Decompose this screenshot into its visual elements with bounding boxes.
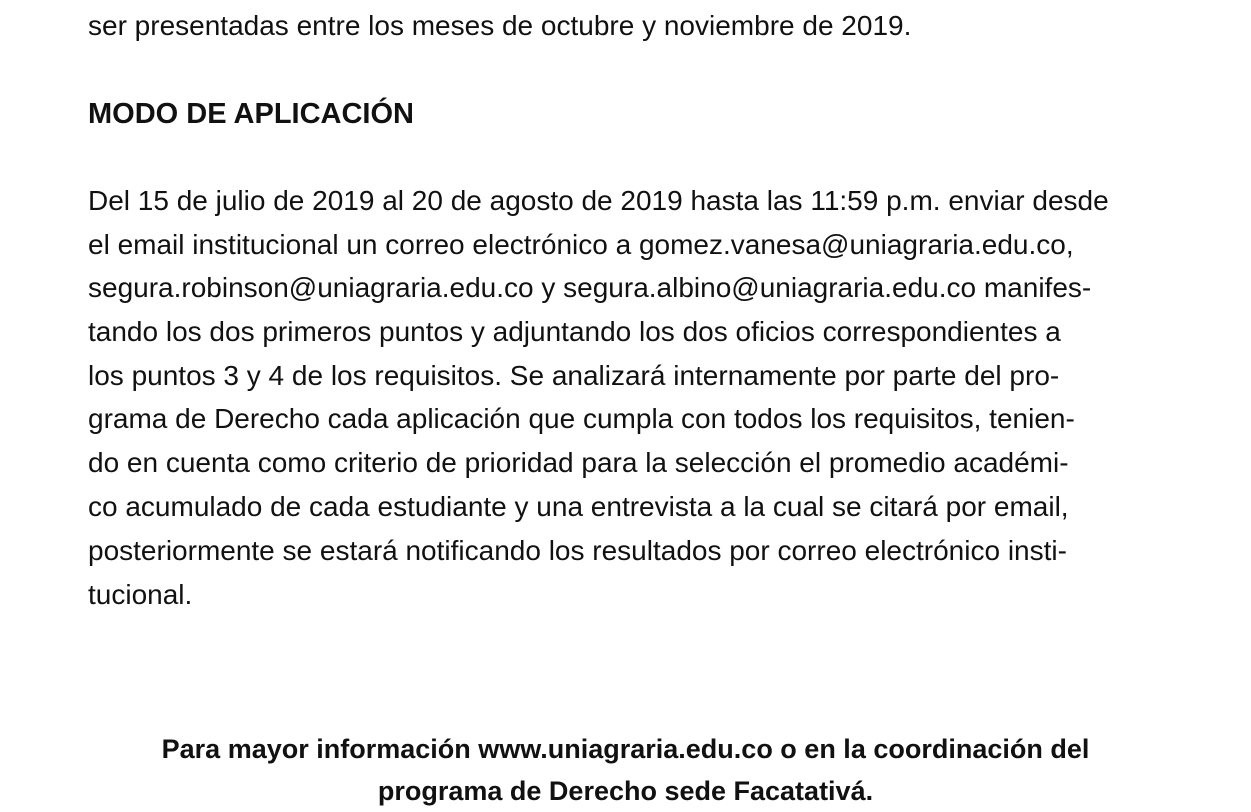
body-line: los puntos 3 y 4 de los requisitos. Se analizará internamente por parte del pro- <box>88 360 1060 391</box>
body-line: posteriormente se estará notificando los resultados por correo electrónico insti- <box>88 535 1067 566</box>
body-line: do en cuenta como criterio de prioridad para la selección el promedio académi- <box>88 447 1069 478</box>
body-line: tando los dos primeros puntos y adjuntando los dos oficios correspondientes a <box>88 316 1061 347</box>
section-heading: MODO DE APLICACIÓN <box>88 98 414 130</box>
body-line: tucional. <box>88 579 193 610</box>
body-line: co acumulado de cada estudiante y una entrevista a la cual se citará por email, <box>88 491 1069 522</box>
body-line: grama de Derecho cada aplicación que cumpla con todos los requisitos, tenien- <box>88 403 1075 434</box>
body-line: segura.robinson@uniagraria.edu.co y segura.albino@uniagraria.edu.co manifes- <box>88 272 1092 303</box>
footer-info-line: Para mayor información www.uniagraria.edu.co o en la coordinación del <box>161 734 1090 764</box>
body-line: el email institucional un correo electrónico a gomez.vanesa@uniagraria.edu.co, <box>88 229 1074 260</box>
footer-info-line: programa de Derecho sede Facatativá. <box>377 776 874 806</box>
intro-line: ser presentadas entre los meses de octubre y noviembre de 2019. <box>88 10 912 41</box>
body-line: Del 15 de julio de 2019 al 20 de agosto de 2019 hasta las 11:59 p.m. enviar desde <box>88 185 1109 216</box>
